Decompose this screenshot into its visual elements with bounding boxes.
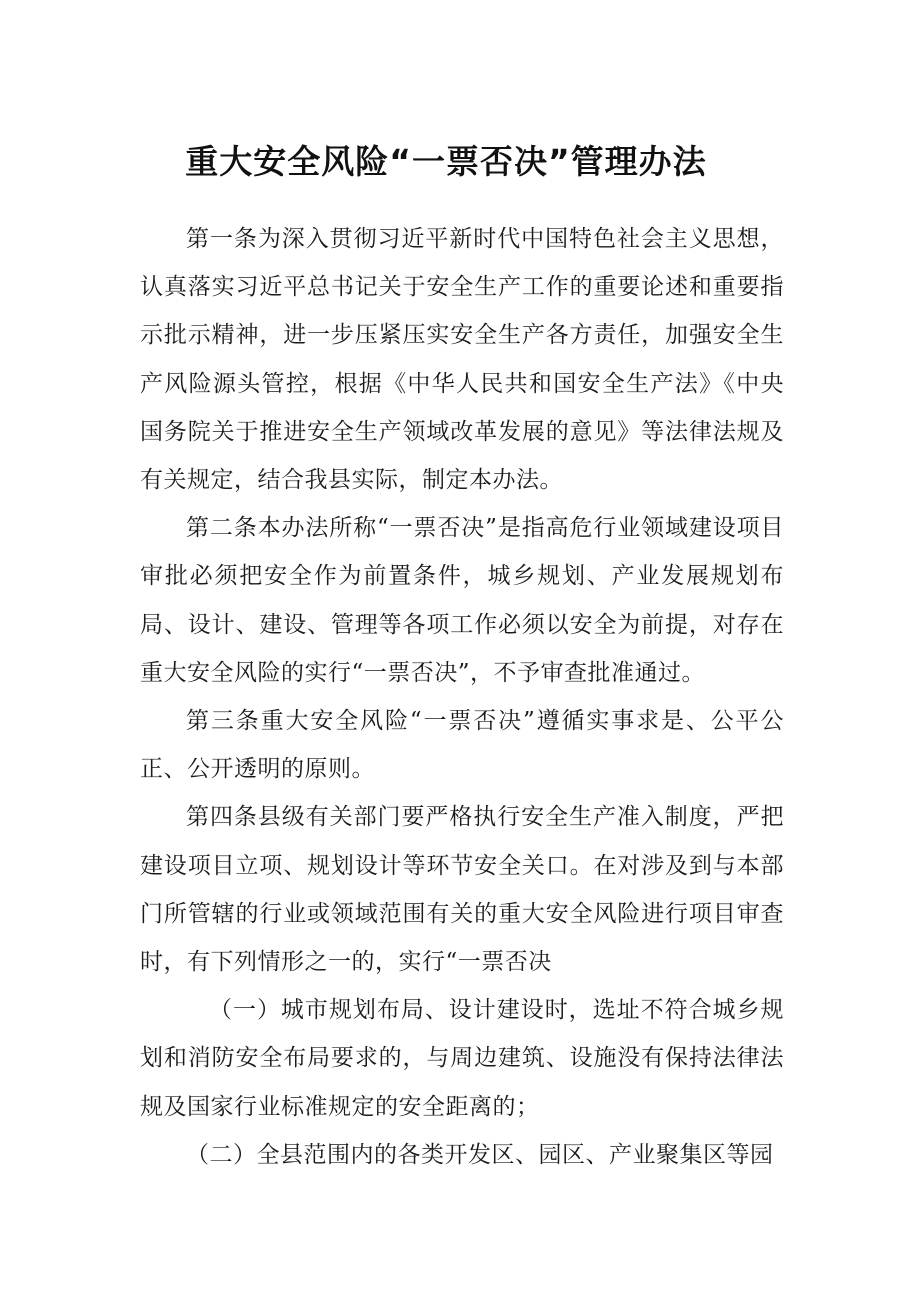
document-title: 重大安全风险“一票否决”管理办法	[185, 142, 707, 181]
article-2-paragraph: 第二条本办法所称“一票否决”是指高危行业领域建设项目审批必须把安全作为前置条件，城乡规划、产业发展规划布局、设计、建设、管理等各项工作必须以安全为前提，对存在重大安全风险的实行“一票否决”，不予审查批准通过。	[140, 515, 784, 686]
article-1-paragraph: 第一条为深入贯彻习近平新时代中国特色社会主义思想，认真落实习近平总书记关于安全生产工作的重要论述和重要指示批示精神，进一步压紧压实安全生产各方责任，加强安全生产风险源头管控，根据《中华人民共和国安全生产法》《中央国务院关于推进安全生产领域改革发展的意见》等法律法规及有关规定，结合我县实际，制定本办法。	[140, 226, 784, 494]
article-3-paragraph: 第三条重大安全风险“一票否决”遵循实事求是、公平公正、公开透明的原则。	[140, 708, 784, 783]
list-item-2-paragraph: （二）全县范围内的各类开发区、园区、产业聚集区等园	[186, 1141, 774, 1168]
document-body	[140, 215, 784, 1179]
list-item-1-paragraph: （一）城市规划布局、设计建设时，选址不符合城乡规划和消防安全布局要求的，与周边建筑、设施没有保持法律法规及国家行业标准规定的安全距离的；	[140, 997, 784, 1120]
article-4-paragraph: 第四条县级有关部门要严格执行安全生产准入制度，严把建设项目立项、规划设计等环节安全关口。在对涉及到与本部门所管辖的行业或领域范围有关的重大安全风险进行项目审查时，有下列情形之一的，实行“一票否决	[140, 804, 784, 976]
